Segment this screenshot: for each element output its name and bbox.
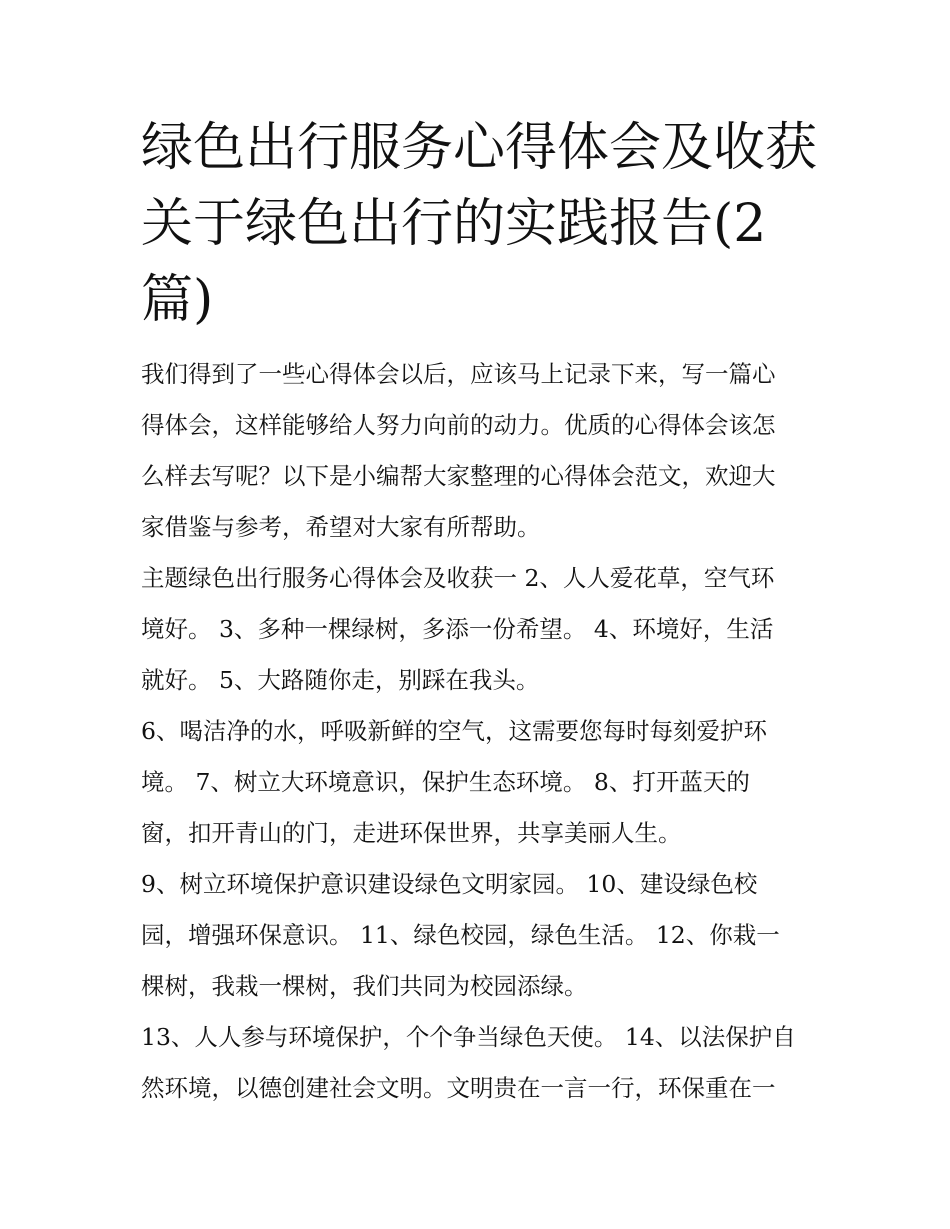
text-line: 么样去写呢？以下是小编帮大家整理的心得体会范文，欢迎大 [141, 462, 776, 490]
text-line: 境。 7、树立大环境意识，保护生态环境。 8、打开蓝天的 [141, 768, 750, 796]
slogan-paragraph [141, 1012, 821, 1114]
text-line: 棵树，我栽一棵树，我们共同为校园添绿。 [141, 972, 588, 1000]
text-line: 13、人人参与环境保护，个个争当绿色天使。 14、以法保护自 [141, 1023, 796, 1051]
slogan-paragraph [141, 706, 821, 859]
slogan-paragraph [141, 859, 821, 1012]
text-line: 得体会，这样能够给人努力向前的动力。优质的心得体会该怎 [141, 411, 776, 439]
text-line: 园，增强环保意识。 11、绿色校园，绿色生活。 12、你栽一 [141, 921, 780, 949]
title-line: 绿色出行服务心得体会及收获 [141, 118, 818, 178]
document-content [141, 110, 821, 1114]
text-line: 6、喝洁净的水，呼吸新鲜的空气，这需要您每时每刻爱护环 [141, 717, 767, 745]
text-line: 9、树立环境保护意识建设绿色文明家园。 10、建设绿色校 [141, 870, 758, 898]
text-line: 家借鉴与参考，希望对大家有所帮助。 [141, 513, 541, 541]
text-line: 主题绿色出行服务心得体会及收获一 2、人人爱花草，空气环 [141, 564, 775, 592]
title-line: 篇) [141, 270, 214, 330]
text-line: 窗，扣开青山的门，走进环保世界，共享美丽人生。 [141, 819, 682, 847]
document-title [141, 110, 821, 338]
text-line: 就好。 5、大路随你走，别踩在我头。 [141, 666, 540, 694]
document-body [141, 349, 821, 1114]
intro-paragraph [141, 349, 821, 553]
title-line: 关于绿色出行的实践报告(2 [141, 194, 767, 254]
text-line: 然环境，以德创建社会文明。文明贵在一言一行，环保重在一 [141, 1074, 776, 1102]
text-line: 我们得到了一些心得体会以后，应该马上记录下来，写一篇心 [141, 360, 776, 388]
slogan-paragraph [141, 553, 821, 706]
text-line: 境好。 3、多种一棵绿树，多添一份希望。 4、环境好，生活 [141, 615, 774, 643]
